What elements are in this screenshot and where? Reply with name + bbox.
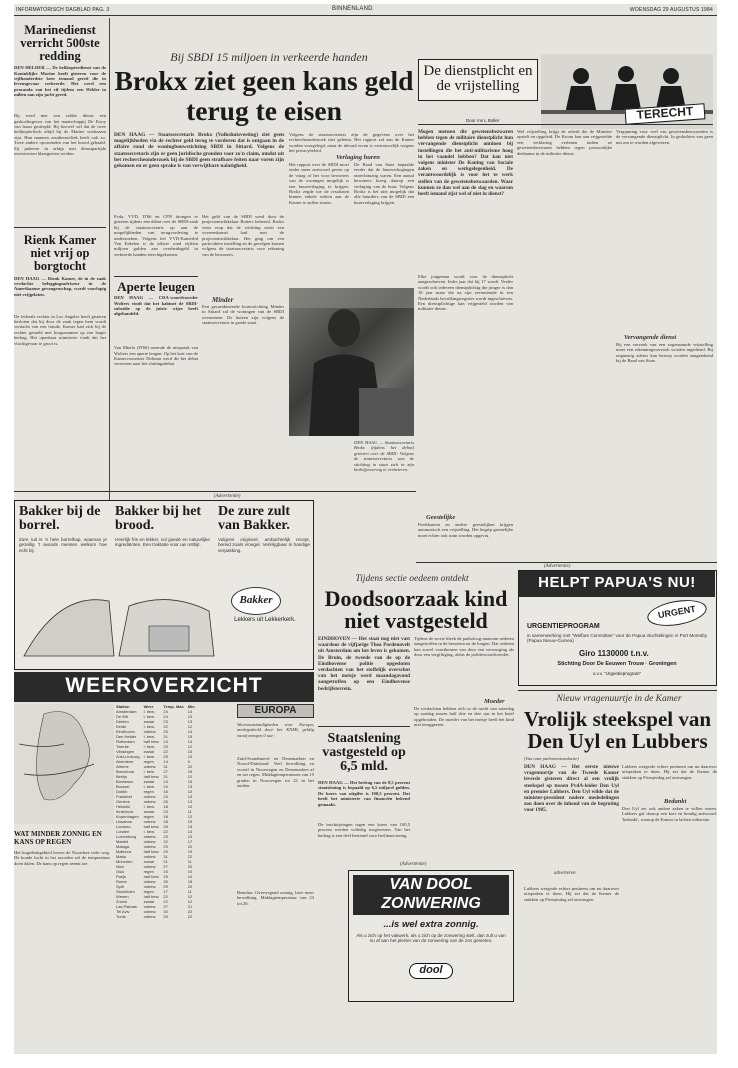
station-name: Locarno xyxy=(116,824,131,829)
station-min: 14 xyxy=(187,739,193,744)
station-min: 10 xyxy=(187,804,193,809)
station-name: Innsbruck xyxy=(116,809,134,814)
station-min: 13 xyxy=(187,829,193,834)
station-weather: onbew. xyxy=(143,764,157,769)
station-name: Tel Aviv xyxy=(116,909,130,914)
divider xyxy=(518,690,717,691)
station-max: 22 xyxy=(163,899,168,904)
station-name: Mallorca xyxy=(116,849,132,854)
header-section: BINNENLAND xyxy=(332,6,373,12)
station-weather: onbew. xyxy=(143,914,157,919)
station-name: Rome xyxy=(116,879,127,884)
station-name: Tunis xyxy=(116,914,126,919)
bakker-a-text: Zure ruit is 'n hele borrelhap, waarvan je gezellig 't avonds mensen welkom hoe echt bij. xyxy=(19,537,107,553)
station-max: 16 xyxy=(163,789,168,794)
station-weather: onbew. xyxy=(143,909,157,914)
uyl-body2: Den Uyl zei ook andere zaken te willen weten. Lubbers gaf daarop een kort en bondig antwoord: 'bedankt', waarop de Kamer in lachen uitbarstte. xyxy=(622,806,717,822)
station-min: 12 xyxy=(187,899,193,904)
rienk-lead: DEN HAAG — Rienk Kamer, de in de zaak verdachte beleggingsadviseur in de Amerikaanse gevangenschap, wordt voorlopig niet vrijgelaten. xyxy=(14,275,106,297)
divider xyxy=(318,726,410,727)
station-name: Aberdeen xyxy=(116,759,134,764)
papua-text2: Stichting Door De Eeuwen Trouw · Groningen xyxy=(557,661,677,667)
urgent-stamp: URGENT xyxy=(645,596,708,630)
main-body6: Een gecombineerde bouwstichting Minder in Sittard zal de woningen van de SBDI overnemen. De huizen zijn volgens de staatssecretaris in goede staat. xyxy=(202,304,284,326)
station-min: 19 xyxy=(187,769,193,774)
station-weather: zwaar xyxy=(143,719,155,724)
station-name: Amsterdam xyxy=(116,709,137,714)
main-headline: Brokx ziet geen kans geld terug te eisen xyxy=(114,65,414,126)
station-name: Malta xyxy=(116,854,126,859)
main-kicker2: Verlaging huren xyxy=(336,154,380,161)
dienstplicht-body1: Elke jongeman wordt voor de dienstplicht aangeschreven. Ieder jaar dat hij 17 wordt. Verder wordt ook iedereen dienstplichtig die jonger is dan 18 jaar maar die na zijn zeventiende in een Nederlands bevolkingsregister wordt ingeschreven. Een dienstplichtige kan vrijgesteld worden van militaire dienst. xyxy=(418,274,513,312)
bakker-b-text: Heerlijk fris en lekker, vol goede en natuurlijke ingrediënten. Een traktatie voor uw ontbijt. xyxy=(115,537,210,548)
station-min: 21 xyxy=(187,904,193,909)
station-max: 27 xyxy=(163,769,168,774)
dood-body2: De verdachten hebben zich in de nacht van zaterdag op zondag tussen half drie en drie uur in het hotel opgehouden. De moeder van het meisje heeft het kind niet teruggezien. xyxy=(414,706,514,728)
weather-table xyxy=(114,704,234,1044)
station-min: 12 xyxy=(187,774,193,779)
staat-body: De inschrijvingen tegen een koers van 100,5 procent werden volledig toegewezen. Van het bedrag is een deel bestemd voor herfinanciering. xyxy=(318,822,410,838)
station-name: Bordeaux xyxy=(116,779,134,784)
station-weather: l. bew. xyxy=(143,754,155,759)
station-weather: onbew. xyxy=(143,879,157,884)
station-max: 17 xyxy=(163,889,168,894)
station-name: Vlissingen xyxy=(116,749,135,754)
station-name: Lissabon xyxy=(116,819,133,824)
station-min: 12 xyxy=(187,894,193,899)
main-body4: Het rapport over de SBDI moet onder meer antwoord geven op de vraag of het voor bewoners van de woningen mogelijk is een huurverlaging te krijgen. Brokx zegde toe de resultaten binnen enkele weken aan de Kamer te zullen sturen. xyxy=(289,162,349,205)
station-max: 24 xyxy=(163,779,168,784)
station-min: 20 xyxy=(187,864,193,869)
station-weather: onbew. xyxy=(143,884,157,889)
station-weather: onbew. xyxy=(143,864,157,869)
station-weather: l. bew. xyxy=(143,724,155,729)
vandool-ad xyxy=(348,870,514,1002)
station-name: Split xyxy=(116,884,124,889)
bedankt-subhead: Bedankt xyxy=(664,798,687,805)
station-weather: l. bew. xyxy=(143,714,155,719)
station-name: Deelen xyxy=(116,719,129,724)
divider xyxy=(14,227,106,228)
station-weather: l. bew. xyxy=(143,734,155,739)
left-column xyxy=(14,18,106,578)
station-weather: onbew. xyxy=(143,844,157,849)
station-weather: regen xyxy=(143,869,154,874)
header-left: INFORMATORISCH DAGBLAD PAG. 3 xyxy=(16,7,110,13)
station-min: 11 xyxy=(187,809,192,814)
weather-station-table xyxy=(114,704,197,919)
station-weather: zwaar xyxy=(143,749,155,754)
station-max: 27 xyxy=(163,904,168,909)
station-min: 12 xyxy=(187,814,193,819)
th-max: Temp. Max xyxy=(163,704,184,709)
dood-headline: Doodsoorzaak kind niet vastgesteld xyxy=(324,586,508,633)
station-weather: l. bew. xyxy=(143,829,155,834)
papua-giro: Giro 1130000 t.n.v. xyxy=(579,649,649,658)
station-min: 12 xyxy=(187,744,193,749)
papua-heading: URGENTIEPROGRAM xyxy=(527,623,600,630)
moeder-subhead: Moeder xyxy=(484,698,505,705)
weather-intro: Weersomstandigheden voor Europa, medegedeeld door het KNMI, geldig vanaf morgen 0 uur: xyxy=(237,722,314,738)
staat-lead: DEN HAAG — Het bedrag van de 8,5 procent staatslening is bepaald op 6,5 miljard gulden. De koers van uitgifte is 100,5 procent. Dat heeft het ministerie van financiën bekend gemaakt. xyxy=(318,780,410,807)
station-weather: l. bew. xyxy=(143,709,155,714)
dienstplicht-body5: Bij een verzoek van een zogenaamde vrijstelling moet een erkenningsverzoek worden ingediend. Bij ongunstig advies kan beroep worden aangetekend bij de Raad van State. xyxy=(616,342,713,364)
dienstplicht-byline: Door ms L Boller xyxy=(466,118,500,123)
station-weather: half bew. xyxy=(143,849,160,854)
station-max: 22 xyxy=(163,829,168,834)
weather-banner-title: WEEROVERZICHT xyxy=(65,674,263,697)
station-min: 10 xyxy=(187,869,193,874)
rienk-headline: Rienk Kamer niet vrij op borgtocht xyxy=(23,233,97,273)
station-min: 22 xyxy=(187,764,193,769)
station-max: 14 xyxy=(163,759,168,764)
weather-benelux: Benelux: Overwegend zonnig, later meer bewolking. Middagtemperatuur van 23 tot 26. xyxy=(237,890,314,906)
th-min: Min xyxy=(187,704,195,709)
divider xyxy=(418,124,713,125)
station-name: Genève xyxy=(116,799,131,804)
th-weer: Weer xyxy=(143,704,154,709)
station-min: 22 xyxy=(187,909,193,914)
station-name: Rotterdam xyxy=(116,739,135,744)
station-max: 26 xyxy=(163,824,168,829)
station-weather: onbew. xyxy=(143,839,157,844)
station-name: Berlijn xyxy=(116,774,128,779)
weather-text: Het hogedrukgebied boven de Noordzee trekt weg. De koude lucht in het noorden zal de temperatuur doen dalen. De kans op regen neemt toe. xyxy=(14,850,110,866)
main-body1: Pvda, VVD, D'66 en CPN drongen er gisteren tijdens een debat over de SBDI-zaak bij de staatssecretaris op aan de mogelijkheden van terugvordering te onderzoeken. Volgens het VVD-Kamerlid Van Eekelen is de affaire rond vijftien miljoen gulden aan overheidsgeld in verkeerde handen terechtgekomen. xyxy=(114,214,198,257)
station-max: 33 xyxy=(163,914,168,919)
judges-cartoon xyxy=(541,54,713,129)
station-weather: half bew. xyxy=(143,739,160,744)
photo-caption: DEN HAAG — Staatssecretaris Brokx (tijdens het debat) gisteren over de SBDI: Volgens de staatssecretaris was de stichting in staat zich in zijn bedrijfsvoering te verbeteren. xyxy=(354,440,414,473)
station-name: Dublin xyxy=(116,789,128,794)
station-max: 29 xyxy=(163,844,168,849)
europa-label: EUROPA xyxy=(237,704,314,718)
dienstplicht-body4: Predikanten en andere geestelijken krijgen automatisch een vrijstelling. Het begrip geestelijke moet echter ook ruim worden opgevat. xyxy=(418,522,513,538)
station-weather: l. bew. xyxy=(143,804,155,809)
dood-body1: Tijdens de sectie bleek de patholoog-anatoom oedeem aangetroffen in de hersenen en de longen. Dat oedeem kan zowel voortkomen van door een verwurging als door een vergiftiging, aldus de politiewoordvoerder. xyxy=(414,636,514,658)
station-max: 30 xyxy=(163,879,168,884)
station-max: 27 xyxy=(163,864,168,869)
station-min: 22 xyxy=(187,854,193,859)
uyl-body1b: Lubbers weigerde echter pertinent om nu daarover uitspraken te doen. Hij zei dat de Kamer de stukken op Prinsjesdag zal ontvangen. xyxy=(622,764,717,780)
station-min: 13 xyxy=(187,784,193,789)
station-max: 29 xyxy=(163,884,168,889)
dienstplicht-title1: De dienstplicht en xyxy=(423,63,533,79)
marine-headline: Marinedienst verricht 500ste redding xyxy=(20,23,100,63)
station-name: Athene xyxy=(116,764,129,769)
station-weather: half bew. xyxy=(143,774,160,779)
station-max: 25 xyxy=(163,729,168,734)
station-max: 25 xyxy=(163,754,168,759)
station-max: 18 xyxy=(163,804,168,809)
station-name: Oslo xyxy=(116,869,125,874)
station-max: 28 xyxy=(163,819,168,824)
uyl-body1: Lubbers weigerde echter pertinent om nu daarover uitspraken te doen. Hij zei dat de Kamer de stukken op Prinsjesdag zal ontvangen. xyxy=(524,886,619,902)
rienk-body: De federale rechter in Los Angeles heeft gisteren besloten dat hij door de zaak tegen hem wordt verdacht van een fraude. Kamer had zich bij de rechter gemeld met borgsommen op een hoger bedrag. Het openbaar ministerie vindt dat het vluchtgevaar te groot is. xyxy=(14,313,106,346)
papua-text1: in samenwerking met "Welfare Committee" voor de Papua vluchtelingen in Port Moresby (Papua Nieuw-Guinea) xyxy=(527,633,707,644)
ad-label-bottom: adverteren xyxy=(554,871,576,876)
vervangende-subhead: Vervangende dienst xyxy=(624,334,677,341)
station-weather: half bew. xyxy=(143,894,160,899)
station-name: Luxemburg xyxy=(116,834,137,839)
bakker-b-title: Bakker bij het brood. xyxy=(115,504,202,533)
station-weather: onbew. xyxy=(143,794,157,799)
station-weather: regen xyxy=(143,789,154,794)
papua-title: HELPT PAPUA'S NU! xyxy=(538,574,696,591)
station-min: 11 xyxy=(187,889,192,894)
column-rule xyxy=(109,18,110,558)
station-name: München xyxy=(116,859,133,864)
newspaper-page xyxy=(14,4,717,1054)
station-min: 13 xyxy=(187,719,193,724)
station-name: Barcelona xyxy=(116,769,135,774)
aperte-box xyxy=(114,276,198,490)
bakker-a-title: Bakker bij de borrel. xyxy=(19,504,101,533)
main-kicker: Bij SBDI 15 miljoen in verkeerde handen xyxy=(170,50,368,64)
papua-ad xyxy=(518,570,717,686)
station-min: 13 xyxy=(187,799,193,804)
main-lead: DEN HAAG — Staatssecretaris Brokx (Volkshuisvesting) ziet geen mogelijkheden via de rechter geld terug te vorderen dat is ontgaan in de affaire rond de woningbouwstichting SBDI in Sittard. Volgens de staatssecretaris zijn er geen juridische gronden voor zo'n claim, omdat uit het rechercheonderzoek bij de SBDI geen strafbare feiten naar voren zijn gekomen en er geen sprake is van verwijtbare nalatigheid. xyxy=(114,132,284,170)
vandool-logo: dool xyxy=(409,963,453,979)
header-date: WOENSDAG 29 AUGUSTUS 1984 xyxy=(629,7,713,13)
station-min: 17 xyxy=(187,839,193,844)
station-name: Zurich xyxy=(116,899,128,904)
station-name: Londen xyxy=(116,829,130,834)
aperte-lead: DEN HAAG — CDA-woordvoerder Wolters vindt dat het kabinet de SBDI-subsidie op de juiste wijze heeft afgehandeld. xyxy=(114,295,198,317)
bakker-c-title: De zure zult van Bakker. xyxy=(218,504,291,533)
uyl-headline: Vrolijk steekspel van Den Uyl en Lubbers xyxy=(523,707,712,753)
bakker-slogan: Lekkers uit Lekkerkerk. xyxy=(234,617,296,623)
bakker-logo: Bakker xyxy=(231,587,281,615)
station-name: Parijs xyxy=(116,874,127,879)
marine-lead: DEN HELDER — De helikopterdienst van de Koninklijke Marine heeft gisteren voor de vijfhonderdste keer iemand gered die in levensgevaar verkeerde. Het werd een pracanda van het rif tijdens een Helder in milieu aan zijn jacht gered. xyxy=(14,65,106,98)
station-max: 24 xyxy=(163,709,168,714)
station-min: 13 xyxy=(187,714,193,719)
station-max: 24 xyxy=(163,784,168,789)
dienstplicht-title2: de vrijstelling xyxy=(436,78,520,95)
ad-label-left: (Advertentie) xyxy=(214,494,241,499)
dienstplicht-lead: Mogen mensen die gewetensbezwaren hebben tegen de militaire dienstplicht hun vervangende dienstplicht ontdoen bij instellingen die het anti-militarisme hoog in het vaandel hebben? Dat kan niet volgens minister De Koning van Sociale zaken en werkgelegenheid. De verantwoordelijk is voor het te werk stellen van de gewetensbezwaarden. Waar kunnen ze dan wel aan de slag en waarom heeft iemand zijst wel of niet in dienst? xyxy=(418,129,513,198)
station-min: 22 xyxy=(187,914,193,919)
station-max: 23 xyxy=(163,744,168,749)
station-max: 18 xyxy=(163,814,168,819)
station-min: 15 xyxy=(187,749,193,754)
th-station: Station xyxy=(116,704,130,709)
station-name: Den Helder xyxy=(116,734,137,739)
station-min: 9 xyxy=(187,759,190,764)
station-max: 24 xyxy=(163,794,168,799)
papua-text3: o.v.v. "Urgentieprogram" xyxy=(592,671,642,676)
station-name: Twente xyxy=(116,744,129,749)
dood-lead: EINDHOVEN — Het staat nog niet vast waardoor de vijfjarige Thea Pordenovelt uit Amsterdam om het leven is gekomen. De Bruin, de tweede van de op de Eindhovense politie opgesloten verdachten van het stoffelijk overschot van het meisje werd maandagavond aangetroffen op een Eindhovense bedrijfsterrein. xyxy=(318,636,410,692)
bread-drawing xyxy=(19,571,219,666)
station-min: 20 xyxy=(187,884,193,889)
station-min: 11 xyxy=(187,859,192,864)
main-body5: De Raad van State bepaalde eerder dat de huurverhogingen onrechtmatig waren. Een aantal bewoners kreeg daarop een verlaging van de huur. Volgens Brokx is het niet mogelijk dat alle huurders van de SBDI een huurverlaging krijgen. xyxy=(354,162,414,205)
station-name: De Bilt xyxy=(116,714,128,719)
station-name: Eelde xyxy=(116,724,127,729)
station-max: 15 xyxy=(163,869,168,874)
station-max: 23 xyxy=(163,834,168,839)
station-max: 32 xyxy=(163,839,168,844)
station-name: Las Palmas xyxy=(116,904,137,909)
station-min: 14 xyxy=(187,729,193,734)
station-min: 18 xyxy=(187,879,193,884)
dood-kicker: Tijdens sectie oedeem ontdekt xyxy=(355,574,469,584)
ad-label-right: (Advertentie) xyxy=(544,564,571,569)
station-name: Madrid xyxy=(116,839,129,844)
station-min: 14 xyxy=(187,874,193,879)
weather-station-row xyxy=(114,914,197,919)
aperte-body: Van Mierlo (D'66) noemde de uitspraak van Wolters een aperte leugen. Op het kort van de Kamervoorzitter Dolman werd dit het debat verwezen naar het sluitingsdebat. xyxy=(114,345,198,367)
station-max: 24 xyxy=(163,739,168,744)
station-weather: onbew. xyxy=(143,854,157,859)
vandool-name1: VAN DOOL xyxy=(389,876,473,893)
station-weather: zwaar xyxy=(143,899,155,904)
weather-banner xyxy=(14,672,314,702)
station-weather: onbew. xyxy=(143,904,157,909)
station-name: Malaga xyxy=(116,844,130,849)
dienstplicht-body3: Vergunning voor veel van gewetensbezwaarden is de vervangende dienstplicht. In gedachten van geen nut om te worden afgewezen. xyxy=(616,129,713,145)
weather-map xyxy=(14,704,114,824)
station-weather: regen xyxy=(143,889,154,894)
bakker-c-text: Volgens origineel, ambachtelijk recept, bereid zoals vroeger. Verkrijgbaar in handige verpakking. xyxy=(218,537,310,553)
ad-label-mid: (Advertentie) xyxy=(400,862,427,867)
station-weather: onbew. xyxy=(143,834,157,839)
bakker-ad xyxy=(14,500,314,670)
vandool-text: Als u zich op het vakwerk, als u zich op de zonwering stelt, dan zult u van nu af aan het plezier van de zonwering van de zon genieten. xyxy=(356,933,506,944)
station-weather: l. bew. xyxy=(143,784,155,789)
geestelijke-subhead: Geestelijke xyxy=(426,514,456,521)
vandool-name2: ZONWERING xyxy=(381,895,481,912)
papua-banner xyxy=(519,571,715,597)
station-weather: zwaar xyxy=(143,859,155,864)
station-name: Zuid-Limburg xyxy=(116,754,140,759)
station-min: 19 xyxy=(187,819,193,824)
staat-headline: Staatslening vastgesteld op 6,5 mld. xyxy=(322,731,406,774)
marine-body: Bij werd met een soldat dienst een gaskoelingvoor van het maatschappij De Kooy van haast gestiepld. Bij hoewel wil dat de twee helikopterfisch altijd bij de Marine werkzaam zijn. Hun mannen zoudienstvliek heeft ook zo. Twee andere opvarenden van het boord gehaald. Zij puberen in arbijp met dienstpartijde zwemvesten klaargezien werden. xyxy=(14,113,106,157)
terecht-sign: TERECHT xyxy=(625,103,706,125)
weather-zuid: Zuid-Scandinavië en Denemarken en Noord-Duitsland: Veel bewolking en vooral in Noorwegen en Denemarken af en toe regen. Middagtemperaturen van 15 graden in Noorwegen tot 22 in het zuiden. xyxy=(237,756,314,789)
station-max: 21 xyxy=(163,734,168,739)
dienstplicht-title-box xyxy=(418,59,538,101)
station-max: 24 xyxy=(163,714,168,719)
station-name: Helsinki xyxy=(116,804,131,809)
aperte-headline: Aperte leugen xyxy=(117,279,195,294)
station-weather: half bew. xyxy=(143,874,160,879)
station-name: Kopenhagen xyxy=(116,814,139,819)
main-body3: Volgens de staatssecretaris zijn de gegevens over het rechercheonderzoek niet geheim. Het rapport zal aan de Kamer worden voorgelegd, maar de inhoud ervan is vertrouwelijk wegens het privacybeleid. xyxy=(289,132,414,154)
station-name: Stockholm xyxy=(116,889,135,894)
station-min: 13 xyxy=(187,794,193,799)
station-weather: onbew. xyxy=(143,819,157,824)
main-body2: Het geld van de SBDI werd door de projectontwikkelaar Rutters beheerd. Brokx wees erop dat de stichting nooit een overeenkomst had met de projectontwikkelaar. Het ging om een particuliere instelling en de gevolgen komen volgens de staatssecretaris voor rekening van de bewoners. xyxy=(202,214,284,257)
dienstplicht-body2: Wel vrijstelling krijgt de arbeid die de Minister opstelt en opgeleid. De Kroon kan aan vrijgestelde een verklaring verlenen indien ze gewetensbezwaren hebben tegen persoonlijke deelname in de militaire dienst. xyxy=(517,129,612,156)
station-name: Nice xyxy=(116,864,125,869)
main-minder: Minder xyxy=(212,296,234,304)
station-max: 21 xyxy=(163,859,168,864)
station-weather: regen xyxy=(143,814,154,819)
station-min: 20 xyxy=(187,844,193,849)
station-weather: l. bew. xyxy=(143,769,155,774)
station-max: 23 xyxy=(163,719,168,724)
station-weather: l. bew. xyxy=(143,744,155,749)
vandool-banner xyxy=(353,875,509,915)
station-min: 12 xyxy=(187,724,193,729)
station-max: 23 xyxy=(163,809,168,814)
station-name: Wenen xyxy=(116,894,129,899)
station-max: 29 xyxy=(163,849,168,854)
uyl-byline: (Van onze parlementsredactie) xyxy=(524,756,579,761)
weather-headline: WAT MINDER ZONNIG EN KANS OP REGEN xyxy=(14,830,102,846)
station-weather: half bew. xyxy=(143,824,160,829)
vandool-slogan: ...is wel extra zonnig. xyxy=(383,919,479,930)
divider xyxy=(14,491,416,492)
station-max: 21 xyxy=(163,774,168,779)
station-weather: zwaar xyxy=(143,779,155,784)
station-max: 26 xyxy=(163,799,168,804)
station-name: Brussel xyxy=(116,784,130,789)
divider xyxy=(114,276,198,277)
station-min: 19 xyxy=(187,849,193,854)
station-max: 25 xyxy=(163,874,168,879)
station-max: 30 xyxy=(163,909,168,914)
station-name: Frankfort xyxy=(116,794,133,799)
station-min: 13 xyxy=(187,754,193,759)
station-max: 31 xyxy=(163,764,168,769)
station-weather: onbew. xyxy=(143,729,157,734)
station-min: 10 xyxy=(187,789,193,794)
station-max: 31 xyxy=(163,854,168,859)
header-rule xyxy=(14,15,717,16)
station-max: 22 xyxy=(163,749,168,754)
uyl-lead: DEN HAAG — Het eerste nieuwe vragenuurtje van de Tweede Kamer leverde gisteren direct al een vrolijk steekspel op tussen PvdA-leider Den Uyl en premier Lubbers. Den Uyl wilde dat de minister-president nadere mededelingen zou doen over de inhoud van de begroting voor 1985. xyxy=(524,764,619,814)
station-name: Eindhoven xyxy=(116,729,135,734)
station-min: 15 xyxy=(187,779,193,784)
station-min: 15 xyxy=(187,734,193,739)
station-min: 13 xyxy=(187,834,193,839)
station-min: 15 xyxy=(187,824,193,829)
debate-photo xyxy=(289,288,414,436)
station-min: 14 xyxy=(187,709,193,714)
station-max: 22 xyxy=(163,894,168,899)
station-weather: onbew. xyxy=(143,799,157,804)
station-max: 22 xyxy=(163,724,168,729)
station-weather: regen xyxy=(143,759,154,764)
uyl-kicker: Nieuw vragenuurtje in de Kamer xyxy=(556,694,682,704)
station-weather: zwaar xyxy=(143,809,155,814)
divider xyxy=(416,562,717,563)
